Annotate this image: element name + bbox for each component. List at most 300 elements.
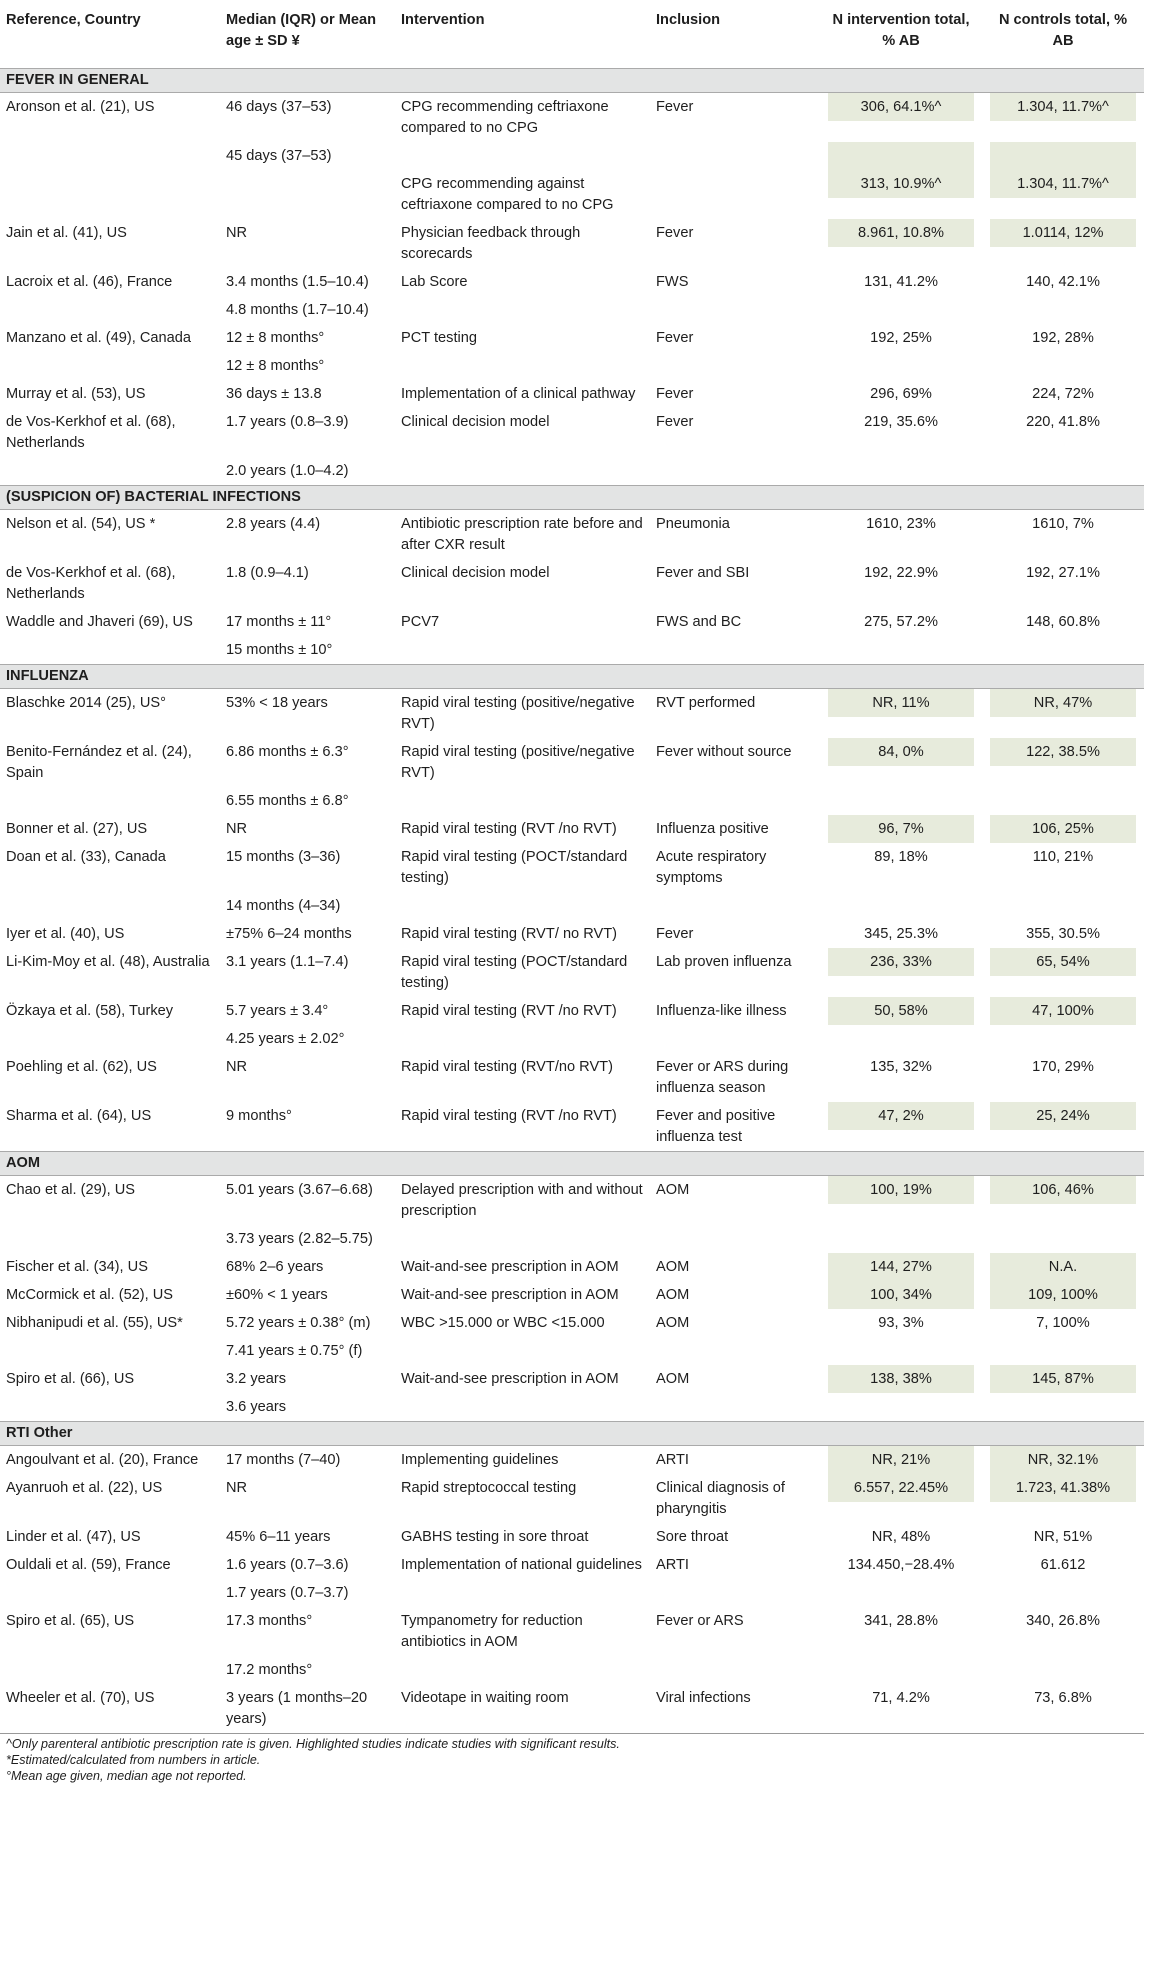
age-cell: 2.0 years (1.0–4.2) [226, 462, 349, 479]
age-cell: NR [226, 1058, 248, 1075]
value-box: 275, 57.2% [864, 613, 938, 630]
inclusion-cell [650, 636, 820, 665]
age-cell: 45 days (37–53) [226, 147, 332, 164]
value-box: 109, 100% [990, 1281, 1136, 1309]
n-intervention-cell [820, 1474, 982, 1523]
value-box: 138, 38% [828, 1365, 974, 1393]
n-controls-cell [982, 509, 1144, 559]
footnote: ^Only parenteral antibiotic prescription rate is given. Highlighted studies indicate studies with significant results. [6, 1736, 620, 1751]
inclusion-cell: Fever or ARS during influenza season [656, 1058, 789, 1096]
inclusion-cell: Lab proven influenza [656, 953, 792, 970]
intervention-cell [395, 296, 650, 324]
n-controls-cell [982, 559, 1144, 608]
table-row [0, 787, 1144, 815]
age-cell: 2.8 years (4.4) [226, 515, 321, 532]
table-row [0, 948, 1144, 997]
value-box [828, 1225, 974, 1253]
intervention-cell: Delayed prescription with and without prescription [401, 1181, 643, 1219]
reference-cell: Ayanruoh et al. (22), US [6, 1479, 163, 1496]
table-row [0, 1253, 1144, 1281]
inclusion-cell: Fever [656, 224, 694, 241]
table-row [0, 1523, 1144, 1551]
n-controls-cell [982, 1025, 1144, 1053]
inclusion-cell [650, 1579, 820, 1607]
value-box [990, 1393, 1136, 1421]
age-cell: 7.41 years ± 0.75° (f) [226, 1342, 363, 1359]
age-cell: 1.7 years (0.8–3.9) [226, 413, 349, 430]
intervention-cell: Rapid viral testing (RVT/no RVT) [401, 1058, 613, 1075]
table-row [0, 1053, 1144, 1102]
table-row [0, 380, 1144, 408]
reference-cell [0, 1225, 220, 1253]
value-box: 122, 38.5% [990, 738, 1136, 766]
reference-cell: Murray et al. (53), US [6, 385, 146, 402]
section-header [0, 485, 1144, 509]
value-box: 224, 72% [1032, 385, 1094, 402]
age-cell: 9 months° [226, 1107, 292, 1124]
reference-cell: Doan et al. (33), Canada [6, 848, 166, 865]
n-intervention-cell [820, 920, 982, 948]
table-row [0, 1281, 1144, 1309]
value-box [990, 1656, 1136, 1684]
value-box: 131, 41.2% [864, 273, 938, 290]
age-cell: 3.2 years [226, 1370, 287, 1387]
intervention-cell: Rapid viral testing (POCT/standard testing) [401, 848, 628, 886]
inclusion-cell: ARTI [656, 1451, 689, 1468]
n-controls-cell [982, 324, 1144, 352]
table-row [0, 1102, 1144, 1152]
intervention-cell: Wait-and-see prescription in AOM [401, 1286, 619, 1303]
n-controls-cell [982, 219, 1144, 268]
n-controls-cell [982, 1393, 1144, 1422]
age-cell: 4.8 months (1.7–10.4) [226, 301, 369, 318]
reference-cell: Nibhanipudi et al. (55), US* [6, 1314, 183, 1331]
inclusion-cell [650, 1337, 820, 1365]
table-row [0, 1337, 1144, 1365]
n-intervention-cell [820, 738, 982, 787]
inclusion-cell: RVT performed [656, 694, 756, 711]
value-box: 144, 27% [828, 1253, 974, 1281]
intervention-cell [395, 1656, 650, 1684]
table-row [0, 892, 1144, 920]
section-header [0, 664, 1144, 688]
n-controls-cell [982, 843, 1144, 892]
value-box: 355, 30.5% [1026, 925, 1100, 942]
value-box: 61.612 [1040, 1556, 1086, 1573]
value-box [990, 457, 1136, 485]
value-box: NR, 11% [828, 689, 974, 717]
n-intervention-cell [820, 1684, 982, 1734]
n-controls-cell [982, 1281, 1144, 1309]
n-intervention-cell [820, 324, 982, 352]
n-intervention-cell [820, 1281, 982, 1309]
inclusion-cell [650, 352, 820, 380]
age-cell: 17 months ± 11° [226, 613, 332, 630]
value-box: N.A. [990, 1253, 1136, 1281]
intervention-cell: Implementation of a clinical pathway [401, 385, 636, 402]
value-box: 7, 100% [1036, 1314, 1090, 1331]
inclusion-cell: ARTI [656, 1556, 689, 1573]
value-box: 192, 28% [1032, 329, 1094, 346]
table-row [0, 688, 1144, 738]
n-intervention-cell [820, 1607, 982, 1656]
section-header [0, 68, 1144, 92]
intervention-cell: Rapid viral testing (positive/negative RVT) [401, 743, 635, 781]
reference-cell [0, 457, 220, 486]
intervention-cell: Rapid viral testing (positive/negative RVT) [401, 694, 635, 732]
age-cell: NR [226, 820, 248, 837]
n-controls-cell [982, 1445, 1144, 1474]
intervention-cell: GABHS testing in sore throat [401, 1528, 589, 1545]
value-box: 65, 54% [990, 948, 1136, 976]
n-intervention-cell [820, 608, 982, 636]
inclusion-cell: AOM [656, 1370, 690, 1387]
value-box [828, 636, 974, 664]
intervention-cell: Physician feedback through scorecards [401, 224, 581, 262]
table-row [0, 1445, 1144, 1474]
reference-cell: Linder et al. (47), US [6, 1528, 141, 1545]
n-intervention-cell [820, 559, 982, 608]
value-box: 47, 100% [990, 997, 1136, 1025]
value-box: 1610, 23% [866, 515, 936, 532]
reference-cell: Chao et al. (29), US [6, 1181, 135, 1198]
age-cell: 12 ± 8 months° [226, 329, 325, 346]
n-controls-cell [982, 1607, 1144, 1656]
n-intervention-cell [820, 688, 982, 738]
age-cell: 3.1 years (1.1–7.4) [226, 953, 349, 970]
age-cell: NR [226, 1479, 248, 1496]
reference-cell [0, 1579, 220, 1607]
inclusion-cell: Fever [656, 329, 694, 346]
n-intervention-cell [820, 1025, 982, 1053]
value-box: 145, 87% [990, 1365, 1136, 1393]
n-intervention-cell [820, 408, 982, 457]
value-box [990, 1025, 1136, 1053]
inclusion-cell: FWS and BC [656, 613, 742, 630]
n-controls-cell [982, 457, 1144, 486]
inclusion-cell: AOM [656, 1314, 690, 1331]
value-box [990, 1579, 1136, 1607]
n-controls-cell [982, 142, 1144, 170]
inclusion-cell: Influenza positive [656, 820, 769, 837]
age-cell: 14 months (4–34) [226, 897, 341, 914]
n-intervention-cell [820, 1102, 982, 1152]
reference-cell: Angoulvant et al. (20), France [6, 1451, 199, 1468]
n-intervention-cell [820, 92, 982, 142]
value-box [990, 296, 1136, 324]
reference-cell: Lacroix et al. (46), France [6, 273, 173, 290]
section-title: RTI Other [0, 1421, 1144, 1445]
intervention-cell: Rapid viral testing (POCT/standard testing) [401, 953, 628, 991]
age-cell: 3.73 years (2.82–5.75) [226, 1230, 373, 1247]
age-cell: ±60% < 1 years [226, 1286, 328, 1303]
intervention-cell [395, 142, 650, 170]
footnote: *Estimated/calculated from numbers in article. [6, 1752, 261, 1767]
reference-cell: Benito-Fernández et al. (24), Spain [6, 743, 192, 781]
table-row [0, 352, 1144, 380]
value-box: 345, 25.3% [864, 925, 938, 942]
age-cell: 6.55 months ± 6.8° [226, 792, 349, 809]
age-cell: 17.3 months° [226, 1612, 313, 1629]
age-cell: 46 days (37–53) [226, 98, 332, 115]
value-box [990, 636, 1136, 664]
header-row [0, 0, 1144, 68]
reference-cell: Manzano et al. (49), Canada [6, 329, 191, 346]
intervention-cell: Antibiotic prescription rate before and after CXR result [401, 515, 643, 553]
n-controls-cell [982, 608, 1144, 636]
age-cell: 12 ± 8 months° [226, 357, 325, 374]
table-row [0, 1474, 1144, 1523]
intervention-cell: PCV7 [401, 613, 440, 630]
n-controls-cell [982, 1684, 1144, 1734]
intervention-cell: Videotape in waiting room [395, 1684, 650, 1734]
reference-cell [0, 170, 220, 219]
n-intervention-cell [820, 352, 982, 380]
value-box: 313, 10.9%^ [828, 170, 974, 198]
n-controls-cell [982, 1225, 1144, 1253]
value-box: 192, 22.9% [864, 564, 938, 581]
value-box: NR, 32.1% [990, 1446, 1136, 1474]
value-box: 306, 64.1%^ [828, 93, 974, 121]
age-cell: 4.25 years ± 2.02° [226, 1030, 345, 1047]
inclusion-cell [650, 1025, 820, 1053]
reference-cell: Iyer et al. (40), US [6, 925, 125, 942]
value-box: 220, 41.8% [1026, 413, 1100, 430]
value-box: 170, 29% [1032, 1058, 1094, 1075]
reference-cell: Poehling et al. (62), US [6, 1058, 157, 1075]
reference-cell: Li-Kim-Moy et al. (48), Australia [6, 953, 210, 970]
reference-cell: Fischer et al. (34), US [6, 1258, 148, 1275]
n-controls-cell [982, 815, 1144, 843]
table-row [0, 1175, 1144, 1225]
n-intervention-cell [820, 1551, 982, 1579]
inclusion-cell: Pneumonia [656, 515, 730, 532]
table-row [0, 1309, 1144, 1337]
header-n-intervention: N intervention total, % AB [832, 12, 970, 49]
value-box: NR, 48% [871, 1528, 931, 1545]
age-cell: 1.6 years (0.7–3.6) [226, 1556, 349, 1573]
section-title: INFLUENZA [0, 664, 1144, 688]
n-intervention-cell [820, 170, 982, 219]
reference-cell: Özkaya et al. (58), Turkey [6, 1002, 174, 1019]
n-controls-cell [982, 997, 1144, 1025]
value-box: 84, 0% [828, 738, 974, 766]
value-box: 192, 25% [870, 329, 932, 346]
n-controls-cell [982, 787, 1144, 815]
intervention-cell: Rapid viral testing (RVT/ no RVT) [401, 925, 618, 942]
table-row [0, 843, 1144, 892]
value-box [828, 787, 974, 815]
section-header [0, 1421, 1144, 1445]
n-controls-cell [982, 296, 1144, 324]
table-row [0, 997, 1144, 1025]
value-box [990, 352, 1136, 380]
value-box: 1.723, 41.38% [990, 1474, 1136, 1502]
table-row [0, 738, 1144, 787]
n-controls-cell [982, 1253, 1144, 1281]
age-cell: 3.4 months (1.5–10.4) [226, 273, 369, 290]
n-intervention-cell [820, 380, 982, 408]
n-intervention-cell [820, 219, 982, 268]
intervention-cell: Rapid viral testing (RVT /no RVT) [401, 1107, 617, 1124]
value-box: 236, 33% [828, 948, 974, 976]
n-controls-cell [982, 1053, 1144, 1102]
n-controls-cell [982, 352, 1144, 380]
inclusion-cell: AOM [656, 1286, 690, 1303]
n-controls-cell [982, 1523, 1144, 1551]
value-box: 341, 28.8% [864, 1612, 938, 1629]
value-box [828, 1025, 974, 1053]
inclusion-cell [650, 1225, 820, 1253]
value-box: 100, 19% [828, 1176, 974, 1204]
reference-cell [0, 787, 220, 815]
age-cell: 15 months ± 10° [226, 641, 333, 658]
age-cell: 36 days ± 13.8 [226, 385, 322, 402]
n-intervention-cell [820, 1579, 982, 1607]
intervention-cell: PCT testing [401, 329, 477, 346]
n-controls-cell [982, 1337, 1144, 1365]
value-box: NR, 21% [828, 1446, 974, 1474]
value-box [828, 457, 974, 485]
table-row [0, 1365, 1144, 1393]
intervention-cell: Implementation of national guidelines [401, 1556, 642, 1573]
table-row [0, 636, 1144, 665]
reference-cell [0, 892, 220, 920]
value-box: 93, 3% [878, 1314, 924, 1331]
intervention-cell: Clinical decision model [401, 413, 550, 430]
reference-cell: Aronson et al. (21), US [6, 98, 155, 115]
n-intervention-cell [820, 268, 982, 296]
inclusion-cell [650, 296, 820, 324]
age-cell: 5.72 years ± 0.38° (m) [226, 1314, 371, 1331]
n-intervention-cell [820, 296, 982, 324]
inclusion-cell: Fever without source [656, 743, 792, 760]
value-box [828, 1579, 974, 1607]
n-intervention-cell [820, 787, 982, 815]
n-intervention-cell [820, 636, 982, 665]
reference-cell: McCormick et al. (52), US [6, 1286, 174, 1303]
section-header [0, 1151, 1144, 1175]
n-intervention-cell [820, 1175, 982, 1225]
table-row [0, 142, 1144, 170]
table-row [0, 324, 1144, 352]
value-box: 100, 34% [828, 1281, 974, 1309]
value-box: 96, 7% [828, 815, 974, 843]
n-intervention-cell [820, 997, 982, 1025]
n-controls-cell [982, 688, 1144, 738]
n-intervention-cell [820, 1053, 982, 1102]
n-controls-cell [982, 636, 1144, 665]
age-cell: NR [226, 224, 248, 241]
n-intervention-cell [820, 142, 982, 170]
n-intervention-cell [820, 948, 982, 997]
n-intervention-cell [820, 509, 982, 559]
intervention-cell [395, 1337, 650, 1365]
intervention-cell: Lab Score [401, 273, 468, 290]
n-controls-cell [982, 1474, 1144, 1523]
n-intervention-cell [820, 815, 982, 843]
n-intervention-cell [820, 1365, 982, 1393]
value-box: 1.0114, 12% [990, 219, 1136, 247]
inclusion-cell: Fever and SBI [656, 564, 750, 581]
intervention-cell: CPG recommending ceftriaxone compared to no CPG [401, 98, 609, 136]
table-row [0, 268, 1144, 296]
age-cell: 1.7 years (0.7–3.7) [226, 1584, 349, 1601]
table-row [0, 219, 1144, 268]
inclusion-cell: Sore throat [656, 1528, 729, 1545]
value-box: 47, 2% [828, 1102, 974, 1130]
age-cell: ±75% 6–24 months [226, 925, 352, 942]
inclusion-cell: Clinical diagnosis of pharyngitis [656, 1479, 785, 1517]
table-row [0, 457, 1144, 486]
inclusion-cell: Fever or ARS [656, 1612, 744, 1629]
intervention-cell [395, 1025, 650, 1053]
table-row [0, 1684, 1144, 1734]
value-box: 106, 25% [990, 815, 1136, 843]
inclusion-cell: AOM [656, 1181, 690, 1198]
inclusion-cell [650, 457, 820, 486]
age-cell: 3 years (1 months–20 years) [220, 1684, 395, 1734]
age-cell: 17.2 months° [226, 1661, 313, 1678]
value-box: 140, 42.1% [1026, 273, 1100, 290]
value-box: 110, 21% [1032, 848, 1094, 865]
footnote: °Mean age given, median age not reported. [6, 1768, 247, 1783]
n-intervention-cell [820, 1393, 982, 1422]
n-controls-cell [982, 892, 1144, 920]
inclusion-cell: AOM [656, 1258, 690, 1275]
value-box: 134.450,−28.4% [847, 1556, 955, 1573]
intervention-cell: Tympanometry for reduction antibiotics in AOM [401, 1612, 583, 1650]
n-intervention-cell [820, 1225, 982, 1253]
reference-cell: Bonner et al. (27), US [6, 820, 148, 837]
age-cell: 17 months (7–40) [226, 1451, 341, 1468]
table-row [0, 1551, 1144, 1579]
value-box [828, 892, 974, 920]
n-intervention-cell [820, 457, 982, 486]
n-controls-cell [982, 1365, 1144, 1393]
value-box: 192, 27.1% [1026, 564, 1100, 581]
intervention-cell: WBC >15.000 or WBC <15.000 [401, 1314, 605, 1331]
value-box [828, 1656, 974, 1684]
inclusion-cell: Fever [656, 925, 694, 942]
reference-cell [0, 1337, 220, 1365]
section-title: AOM [0, 1151, 1144, 1175]
intervention-cell: Clinical decision model [401, 564, 550, 581]
reference-cell: de Vos-Kerkhof et al. (68), Netherlands [6, 564, 176, 602]
age-cell: 1.8 (0.9–4.1) [226, 564, 309, 581]
inclusion-cell: Fever [656, 385, 694, 402]
table-row [0, 170, 1144, 219]
inclusion-cell: Fever [656, 98, 694, 115]
inclusion-cell [650, 1656, 820, 1684]
intervention-cell: Rapid viral testing (RVT /no RVT) [401, 1002, 617, 1019]
n-controls-cell [982, 1102, 1144, 1152]
intervention-cell [395, 1225, 650, 1253]
reference-cell [0, 1025, 220, 1053]
intervention-cell [395, 636, 650, 665]
intervention-cell [395, 352, 650, 380]
value-box [990, 1337, 1136, 1365]
inclusion-cell: Influenza-like illness [656, 1002, 787, 1019]
section-title: FEVER IN GENERAL [0, 68, 1144, 92]
value-box: 135, 32% [870, 1058, 932, 1075]
value-box: 73, 6.8% [1034, 1689, 1092, 1706]
n-controls-cell [982, 920, 1144, 948]
table-row [0, 815, 1144, 843]
inclusion-cell [650, 1393, 820, 1422]
value-box [828, 142, 974, 170]
table-row [0, 1225, 1144, 1253]
